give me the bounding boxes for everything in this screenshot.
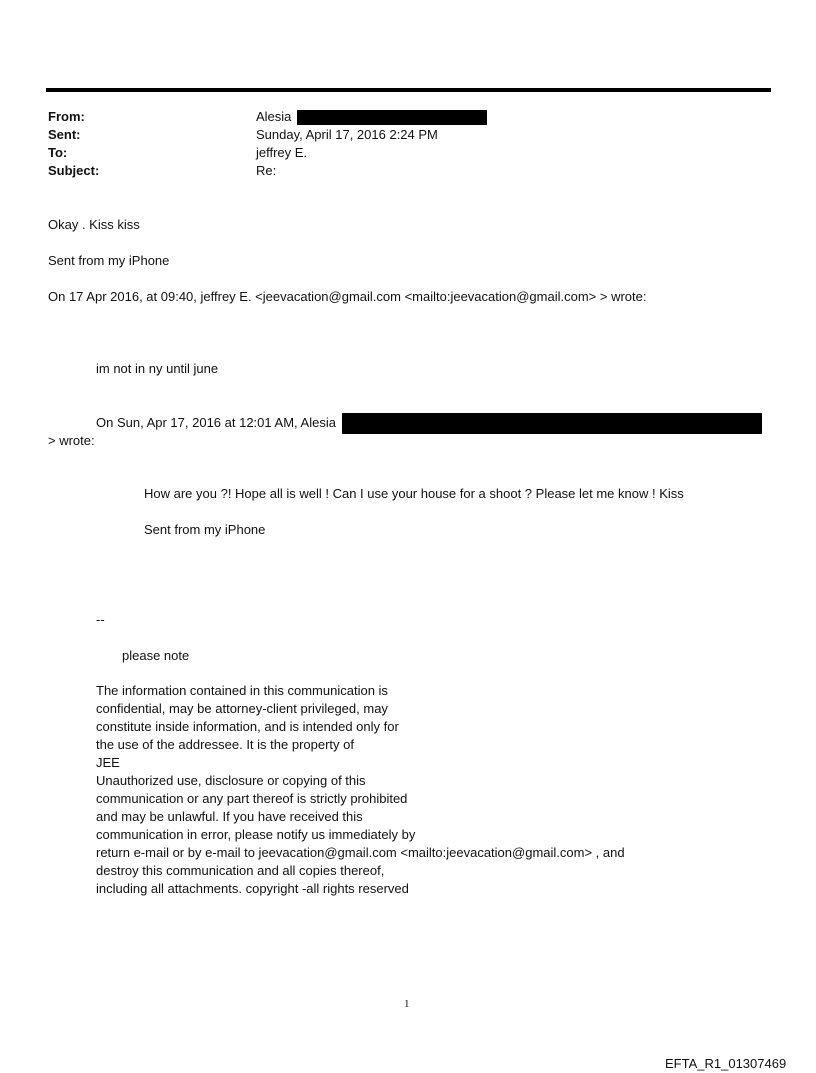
disclaimer-line: return e-mail or by e-mail to jeevacation@gmail.com <mailto:jeevacation@gmail.com> , and: [96, 845, 625, 860]
disclaimer-line: communication in error, please notify us immediately by: [96, 827, 416, 842]
subject-value: Re:: [256, 163, 277, 178]
original-message: How are you ?! Hope all is well ! Can I use your house for a shoot ? Please let me know ! Kiss: [144, 486, 684, 501]
disclaimer: [96, 682, 625, 898]
from-value: Alesia: [256, 109, 292, 124]
disclaimer-line: including all attachments. copyright -all rights reserved: [96, 881, 409, 896]
from-label: From:: [48, 109, 85, 124]
signature-2: Sent from my iPhone: [144, 522, 266, 537]
sent-label: Sent:: [48, 127, 81, 142]
disclaimer-line: constitute inside information, and is intended only for: [96, 719, 399, 734]
please-note: please note: [122, 648, 190, 663]
header-rule: [46, 88, 771, 92]
subject-label: Subject:: [48, 163, 100, 178]
redaction-block-email: [342, 413, 762, 434]
disclaimer-line: JEE: [96, 755, 120, 770]
quote-header-2-start: On Sun, Apr 17, 2016 at 12:01 AM, Alesia: [96, 415, 336, 430]
redaction-block-from: [297, 110, 487, 125]
to-label: To:: [48, 145, 68, 160]
sent-value: Sunday, April 17, 2016 2:24 PM: [256, 127, 438, 142]
quoted-reply: im not in ny until june: [96, 361, 219, 376]
disclaimer-line: and may be unlawful. If you have received this: [96, 809, 363, 824]
disclaimer-line: Unauthorized use, disclosure or copying of this: [96, 773, 366, 788]
disclaimer-line: confidential, may be attorney-client privileged, may: [96, 701, 388, 716]
signature-separator: --: [96, 612, 105, 627]
disclaimer-line: the use of the addressee. It is the property of: [96, 737, 354, 752]
disclaimer-line: destroy this communication and all copies thereof,: [96, 863, 385, 878]
page-number: 1: [404, 998, 410, 1010]
disclaimer-line: The information contained in this communication is: [96, 683, 388, 698]
disclaimer-line: communication or any part thereof is strictly prohibited: [96, 791, 408, 806]
to-value: jeffrey E.: [256, 145, 308, 160]
signature-1: Sent from my iPhone: [48, 253, 170, 268]
quote-header-1: On 17 Apr 2016, at 09:40, jeffrey E. <jeevacation@gmail.com <mailto:jeevacation@gmail.com> > wrote:: [48, 289, 647, 304]
reply-text: Okay . Kiss kiss: [48, 217, 140, 232]
quote-header-2-end: > wrote:: [48, 433, 95, 448]
bates-number: EFTA_R1_01307469: [665, 1056, 787, 1071]
